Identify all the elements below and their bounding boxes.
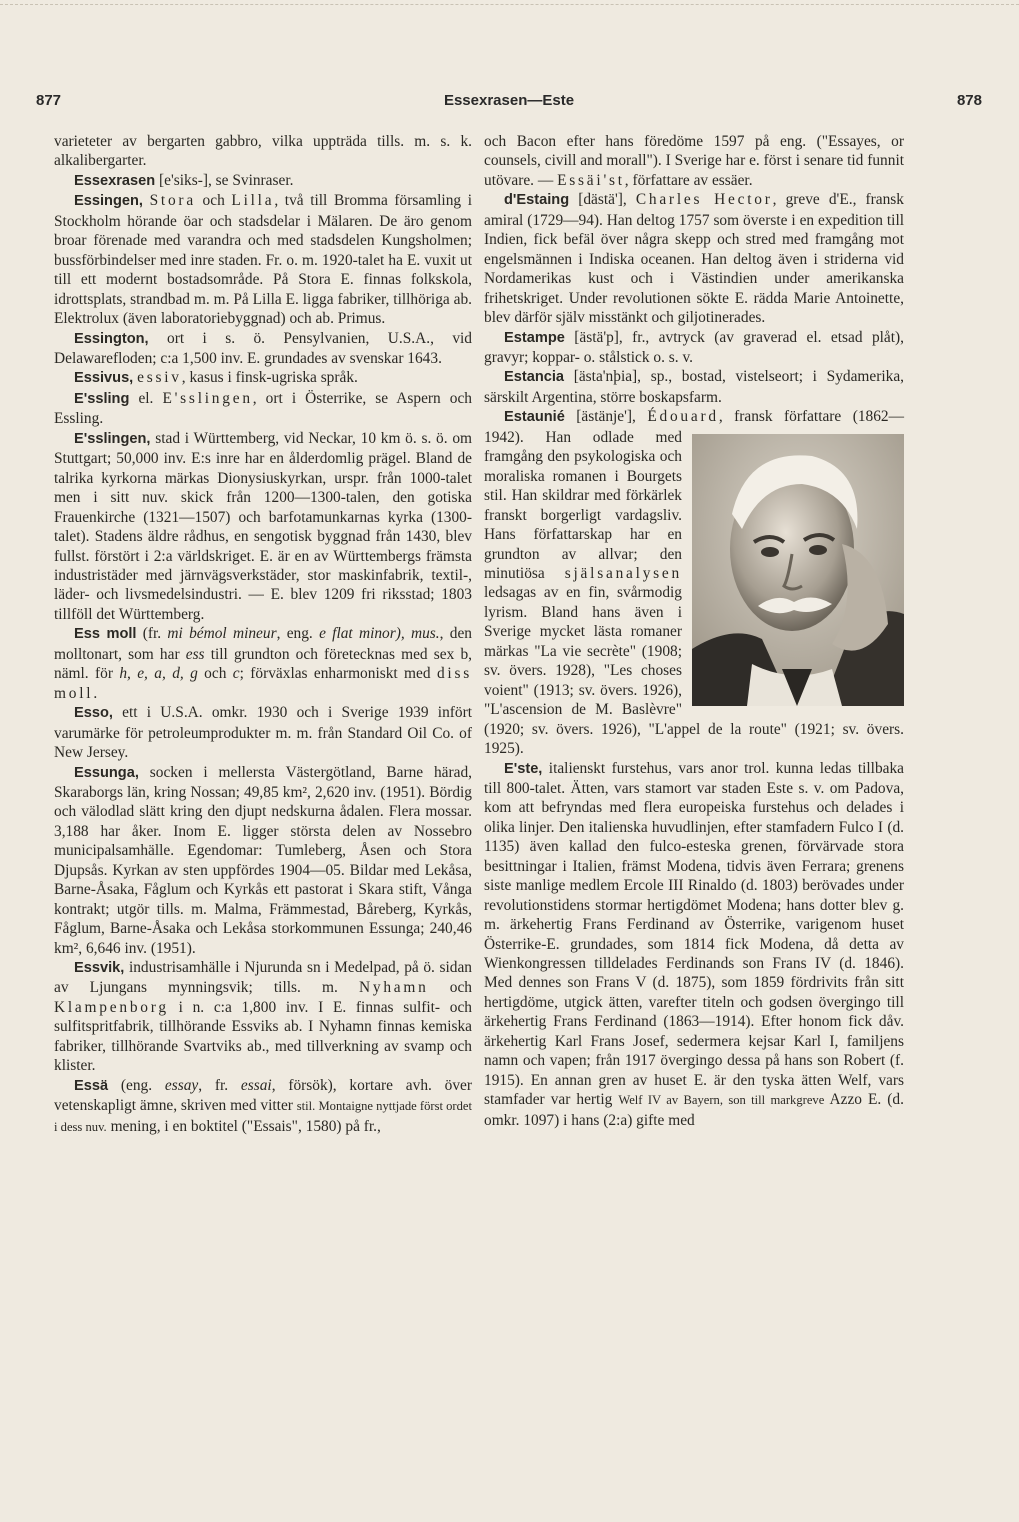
right-column [484, 132, 904, 1130]
headword: Essingen, [74, 193, 143, 210]
headword: Essington, [74, 330, 149, 347]
italic-term: c [232, 665, 240, 683]
spaced-name: E'sslingen [162, 389, 253, 407]
italic-term: essai [240, 1076, 272, 1094]
entry-text: ; förväxlas enharmoniskt med [239, 665, 437, 683]
italic-term: ess [185, 645, 205, 663]
entry-text: , greve d'E., fransk amiral (1729—94). Han deltog 1757 som överste i en expedition till Indien, fick befäl över några skepp och stred med framgång mot engelsmännen i Indiska oceanen. Han deltog även i striderna vid Nordamerikas kust och i Västindien under amerikanska frihetskriget. Under revolutionen sökte E. rädda Marie Antoinette, blev därför själv misstänkt och giljotinerades. [484, 191, 904, 327]
portrait-photo [692, 434, 904, 706]
headword: E'ssling [74, 390, 130, 407]
spaced-name: Nyhamn [358, 979, 429, 997]
right-page-number: 878 [956, 92, 982, 109]
entry-essingen [54, 191, 472, 328]
entry-text: (eng. [108, 1076, 165, 1094]
entry-text: , eng. [276, 625, 320, 643]
entry-estampe [484, 328, 904, 368]
entry-text: , försök), kortare avh. över vetenskapligt ämne, skriven med vitter [54, 1076, 472, 1115]
headword: Essvik, [74, 960, 125, 977]
continued-text [484, 132, 904, 190]
entry-text: ett i U.S.A. omkr. 1930 och i Sverige 1939 infört varumärke för petroleumprodukter m. m. från Standard Oil Co. of New Jersey. [54, 704, 472, 762]
page-header [36, 92, 982, 116]
page-fold-line [0, 4, 1019, 6]
entry-text: ledsagas av en fin, svårmodig lyrism. Bland hans även i Sverige mycket lästa romaner märkas "La vie secrète" (1908; sv. övers. 1928), "Les choses voient" (1913; sv. övers. 1926), "L'ascension de M. Baslèvre" (1920; sv. övers. 1926), "L'appel de la route" (1921; sv. övers. 1925). [484, 584, 904, 758]
entry-text: [ästänje'], [564, 408, 648, 426]
headword: Estaunié [504, 409, 565, 426]
spaced-name: själsanalysen [564, 564, 682, 582]
spaced-name: Édouard [647, 408, 719, 426]
headword: Estampe [504, 329, 565, 346]
entry-text: , författare av essäer. [624, 171, 753, 189]
entry-text: Azzo E. (d. omkr. 1097) i hans (2:a) gifte med [484, 1091, 904, 1129]
italic-term: mi bémol mineur [167, 625, 277, 643]
entry-text: socken i mellersta Västergötland, Barne härad, Skaraborgs län, kring Nossan; 49,85 km², 2,620 inv. (1951). Bördig och välodlad slätt kring den djupt nedskurna ådalen. Flera mossar. 3,188 har åker. Inom E. ligger största delen av Nossebro municipalsamhälle. Egendomar: Tumleberg, Åsen och Stora Djupsås. Kyrkan av sten uppfördes 1904—05. Bildar med Lekåsa, Barne-Åsaka, Fåglum och Kyrkås ett pastorat i Skara stift, Vånga kontrakt; utgör tills. m. Malma, Främmestad, Båreberg, Kyrkås, Fåglum, Barne-Åsaka och Lekåsa storkommunen Essunga; 240,46 km², 6,646 inv. (1951). [54, 763, 472, 957]
entry-text: ort i s. ö. Pensylvanien, U.S.A., vid Delawarefloden; c:a 1,500 inv. E. grundades av svenskar 1643. [54, 329, 472, 367]
entry-text: [dästä'], [569, 191, 636, 209]
entry-text: . [93, 684, 98, 702]
entry-text: [e'siks-], se Svinraser. [155, 171, 294, 189]
italic-term: e flat minor), mus. [319, 625, 440, 643]
headword: Essä [74, 1077, 109, 1094]
entry-esso [54, 703, 472, 762]
entry-essunga [54, 763, 472, 959]
entry-text: el. [129, 389, 163, 407]
spaced-name: Charles Hector [635, 191, 773, 209]
entry-esslingen [54, 429, 472, 625]
portrait-icon [692, 434, 904, 706]
headword: Essivus, [74, 370, 134, 387]
left-page-number: 877 [36, 92, 62, 109]
entry-text: och [428, 979, 472, 997]
headword: E'sslingen, [74, 430, 151, 447]
entry-essexrasen [54, 171, 472, 191]
entry-text: till grundton och företecknas med sex b, näml. för [54, 645, 472, 683]
entry-text: , den molltonart, som har [54, 625, 472, 663]
entry-essvik [54, 958, 472, 1076]
headword: Essexrasen [74, 172, 156, 189]
italic-term: essay [164, 1076, 199, 1094]
entry-text: , fransk författare (1862—1942). Han odlade med framgång den psykologiska och moraliska romanen i Bourgets stil. Han skildrar med förkärlek franskt borgerligt vardagsliv. Hans författarskap har en grundton av allvar; den minutiösa [484, 408, 904, 582]
entry-ess-moll [54, 624, 472, 703]
entry-text: , kasus i finsk-ugriska språk. [181, 369, 358, 387]
spaced-name: essiv [137, 369, 182, 387]
entry-text: och Bacon efter hans föredöme 1597 på eng. ("Essayes, or counsels, civill and morall"). I Sverige har e. först i senare tid funnit utövare. — [484, 133, 904, 189]
continued-text: varieteter av bergarten gabbro, vilka uppträda tills. m. s. k. alkalibergarter. [54, 133, 472, 170]
entry-destaing [484, 190, 904, 327]
entry-estancia [484, 367, 904, 407]
small-print-line: stil. Montaigne nyttjade först ordet i dess nuv. [54, 1099, 472, 1134]
entry-estaunie [484, 407, 904, 758]
spaced-name: Lilla [231, 192, 275, 210]
spaced-name: Klampenborg [54, 998, 169, 1016]
small-print-line: Welf IV av Bayern, son till markgreve [618, 1093, 825, 1108]
entry-text: [ästä'p], fr., avtryck (av graverad el. etsad plåt), gravyr; koppar- o. stålstick o. s. v. [484, 328, 904, 366]
headword: Ess moll [74, 626, 137, 643]
entry-text: och [197, 665, 233, 683]
entry-essling [54, 389, 472, 429]
entry-text: mening, i en boktitel ("Essais", 1580) på fr., [106, 1117, 381, 1135]
headword: Estancia [504, 369, 565, 386]
running-title: Essexrasen—Este [443, 92, 575, 109]
entry-essington [54, 329, 472, 369]
spaced-name: Essäi'st [557, 171, 625, 189]
headword: Essunga, [74, 764, 139, 781]
entry-essa [54, 1076, 472, 1137]
entry-este [484, 759, 904, 1131]
entry-text: , fr. [198, 1076, 241, 1094]
entry-text: stad i Württemberg, vid Neckar, 10 km ö. s. ö. om Stuttgart; 50,000 inv. E:s inre har en ålderdomlig prägel. Bland de talrika kyrkorna märkas Dionysiuskyrkan, urspr. från 1000-talet men i sitt nuv. skick från 1200—1300-talen, den gotiska Frauenkirche (1321—1507) och barfotamunkarnas kyrka (1300-talet). Stadens äldre rådhus, en sengotisk byggnad från 1430, blev fullst. förstört i 2:a världskriget. E. är en av Württembergs främsta industristäder med järnvägsverkstäder, stor maskinfabrik, textil-, läder- och livsmedelsindustri. — E. blev 1209 fri riksstad; 1803 tillföll det Württemberg. [54, 429, 472, 623]
headword: Esso, [74, 705, 113, 722]
left-column [54, 132, 472, 1137]
italic-term: h, e, a, d, g [119, 665, 198, 683]
headword: E'ste, [504, 760, 543, 777]
entry-text: , två till Bromma församling i Stockholm hörande öar och stadsdelar i Mälaren. De äro genom broar förenade med varandra och med stadsdelen Kungsholmen; bussförbindelser med inre staden. Fr. o. m. 1920-talet ha E. vuxit ut till ett modernt bostadsområde. På Stora E. finnas folkskola, idrottsplats, strandbad m. m. På Lilla E. ligga fabriker, tillhöriga ab. Elektrolux (även laboratoriebyggnad) och ab. Primus. [54, 192, 472, 328]
entry-text: [ästa'nþia], sp., bostad, vistelseort; i Sydamerika, särskilt Argentina, större boskapsfarm. [484, 368, 904, 406]
entry-essivus [54, 368, 472, 388]
entry-text: och [195, 192, 232, 210]
entry-text: (fr. [136, 625, 168, 643]
spaced-name: diss moll [54, 665, 472, 702]
spaced-name: Stora [149, 192, 196, 210]
entry-text: italienskt furstehus, vars anor trol. kunna ledas tillbaka till 800-talet. Ätten, vars stamort var staden Este s. v. om Padova, kom att befryndas med flera europeiska furstehus och delades i olika linjer. Den italienska huvudlinjen, efter stamfadern Fulco I (d. 1135) även kallad den fulco-esteska grenen, förvärvade stora besittningar i Italien, främst Modena, tidvis även Ferrara; grenens siste manlige medlem Ercole III Rinaldo (d. 1803) berövades under revolutionstidens stormar hertigdömet Modena; hans dotter blev g. m. ärkehertig Frans Ferdinand av Österrike, varigenom huset Österrike-E. grundades, som 1814 fick Modena, då detta av Wienkongressen tilldelades Ferdinands son Frans IV (d. 1846). Med dennes son Frans V (d. 1875), som 1859 fördrivits från sitt hertigdöme, utgick ätten, varefter titeln och godsen övergingo till ärkehertig Frans Ferdinand (1863—1914). Efter honom fick dåv. ärkehertig Karl Frans Josef, sedermera kejsar Karl I, familjens namn och vapen; från 1917 övergingo dessa på hans son Robert (f. 1915). En annan gren av huset E. är den tyska ätten Welf, vars stamfader var hertig [484, 759, 904, 1109]
entry-text: industrisamhälle i Njurunda sn i Medelpad, på ö. sidan av Ljungans mynningsvik; tills. m. [54, 959, 472, 997]
headword: d'Estaing [504, 192, 570, 209]
entry-text: i n. c:a 1,800 inv. I E. finnas sulfit- och sulfitspritfabrik, tillhörande Essviks ab. I Nyhamn finnas kemiska fabriker, tillhörande Svartviks ab., med tillverkning av svamp och klister. [54, 998, 472, 1075]
entry-text: , ort i Österrike, se Aspern och Essling. [54, 389, 473, 428]
